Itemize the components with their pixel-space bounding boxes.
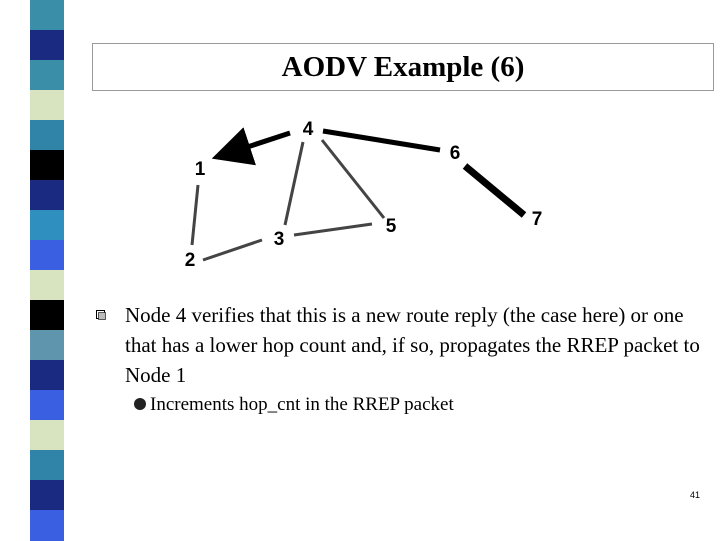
node-2 [185, 250, 196, 271]
edge-3-4 [285, 142, 303, 225]
edge-6-7 [465, 166, 524, 215]
node-7 [532, 209, 543, 230]
node-label-4: 4 [302, 119, 314, 141]
node-label-5: 5 [385, 216, 397, 238]
edge-4-6 [323, 131, 440, 150]
node-5 [386, 216, 397, 237]
node-6 [450, 143, 461, 164]
bullet-main-text: Node 4 verifies that this is a new route reply (the case here) or one that has a lower hop count and, if so, propagates the RREP packet to Node 1 [125, 303, 700, 387]
rrep-arrow-4-to-1 [226, 133, 290, 154]
sub-bullet [134, 393, 454, 417]
node-label-2: 2 [184, 250, 196, 272]
node-4 [303, 119, 314, 140]
node-1 [195, 159, 206, 180]
round-bullet-icon [134, 398, 146, 410]
sub-bullet-text: Increments hop_cnt in the RREP packet [150, 394, 454, 415]
node-label-3: 3 [273, 229, 285, 251]
edge-2-3 [203, 240, 262, 260]
node-3 [274, 229, 285, 250]
page-number: 41 [689, 490, 700, 500]
node-label-1: 1 [194, 159, 206, 181]
edge-4-5 [322, 140, 384, 218]
node-label-6: 6 [449, 143, 461, 165]
edge-3-5 [294, 224, 372, 235]
node-label-7: 7 [531, 209, 543, 231]
slide-title-text: AODV Example (6) [281, 50, 525, 83]
square-bullet-icon [96, 310, 106, 320]
edge-1-2 [192, 185, 198, 245]
